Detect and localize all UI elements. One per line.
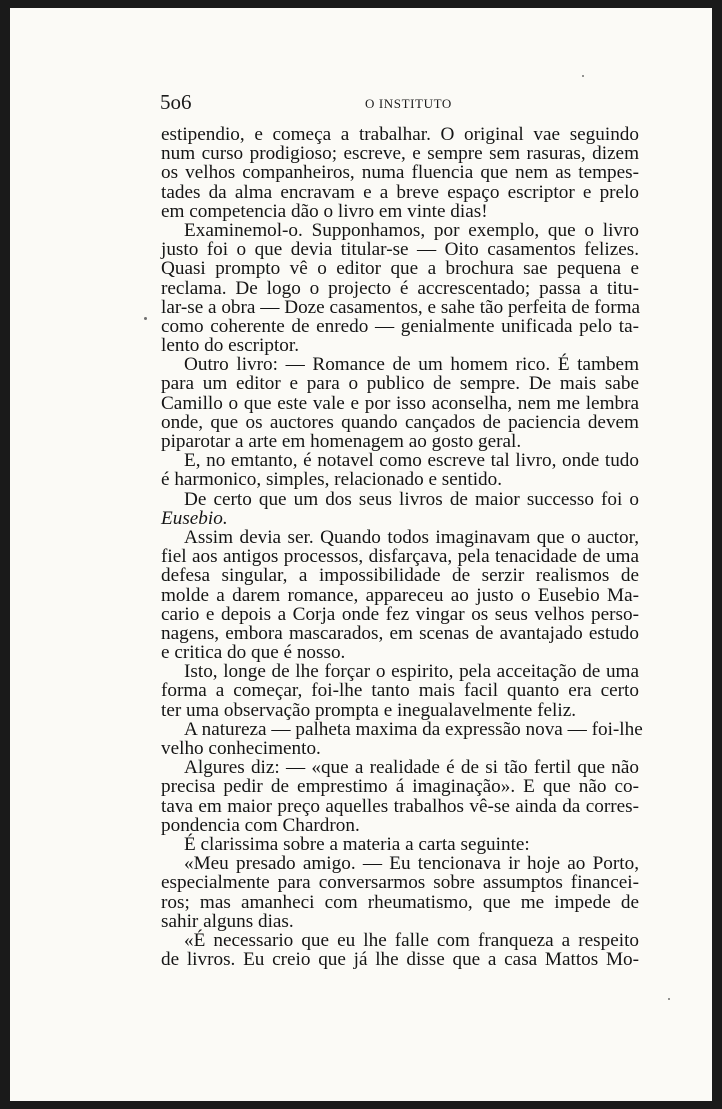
book-page — [10, 8, 712, 1101]
text-line: «É necessario que eu lhe falle com franqueza a respeito — [184, 929, 639, 951]
text-line: cario e depois a Corja onde fez vingar os seus velhos perso- — [161, 603, 639, 625]
text-line: é harmonico, simples, relacionado e sentido. — [161, 469, 503, 491]
text-line: A natureza — palheta maxima da expressão nova — foi-lhe — [184, 718, 643, 740]
text-line: Outro livro: — Romance de um homem rico. É tambem — [184, 354, 639, 376]
text-line: precisa pedir de emprestimo á imaginação». E que não co- — [161, 776, 639, 798]
page-header — [160, 88, 640, 116]
text-line: Algures diz: — «que a realidade é de si tão fertil que não — [184, 757, 639, 779]
text-line: ter uma observação prompta e inegualavelmente feliz. — [161, 699, 577, 721]
text-line: reclama. De logo o projecto é accrescentado; passa a titu- — [161, 277, 639, 299]
text-line: para um editor e para o publico de sempre. De mais sabe — [161, 373, 639, 395]
text-line: Eusebio. — [161, 507, 228, 529]
text-line: velho conhecimento. — [161, 738, 321, 759]
text-line: ros; mas amanheci com rheumatismo, que me impede de — [161, 891, 639, 913]
text-line: «Meu presado amigo. — Eu tencionava ir hoje ao Porto, — [184, 853, 639, 875]
text-line: tades da alma encravam e a breve espaço escriptor e prelo — [161, 181, 639, 203]
print-speck — [144, 317, 147, 320]
text-line: Examinemol-o. Supponhamos, por exemplo, que o livro — [184, 219, 639, 241]
running-head: O INSTITUTO — [365, 96, 452, 111]
page-number: 5o6 — [160, 90, 192, 114]
text-line: como coherente de enredo — genialmente unificada pelo ta- — [161, 315, 639, 337]
text-line: e critica do que é nosso. — [161, 642, 346, 664]
text-line: forma a começar, foi-lhe tanto mais facil quanto era certo — [161, 680, 639, 702]
text-line: nagens, embora mascarados, em scenas de avantajado estudo — [161, 622, 639, 644]
text-line: sahir alguns dias. — [161, 910, 294, 932]
text-line: especialmente para conversarmos sobre assumptos financei- — [161, 872, 639, 894]
text-line: fiel aos antigos processos, disfarçava, pela tenacidade de uma — [161, 546, 639, 568]
print-speck — [668, 998, 670, 1000]
text-line: defesa singular, a impossibilidade de serzir realismos de — [161, 565, 639, 587]
text-line: É clarissima sobre a materia a carta seguinte: — [184, 833, 530, 855]
body-text — [161, 124, 643, 971]
text-line: num curso prodigioso; escreve, e sempre sem rasuras, dizem — [161, 143, 639, 165]
text-line: tava em maior preço aquelles trabalhos vê-se ainda da corres- — [161, 795, 639, 817]
text-line: os velhos companheiros, numa fluencia que nem as tempes- — [161, 162, 639, 184]
text-line: justo foi o que devia titular-se — Oito casamentos felizes. — [161, 239, 639, 261]
text-line: Camillo o que este vale e por isso aconselha, nem me lembra — [161, 392, 639, 414]
text-line: em competencia dão o livro em vinte dias! — [161, 200, 488, 222]
text-line: Quasi prompto vê o editor que a brochura sae pequena e — [161, 258, 639, 280]
text-line: lento do escriptor. — [161, 335, 300, 357]
text-line: de livros. Eu creio que já lhe disse que a casa Mattos Mo- — [161, 949, 639, 971]
text-line: piparotar a arte em homenagem ao gosto geral. — [161, 431, 522, 452]
text-line: Isto, longe de lhe forçar o espirito, pela acceitação de uma — [184, 661, 639, 683]
text-line: onde, que os auctores quando cançados de paciencia devem — [161, 411, 639, 433]
text-line: E, no emtanto, é notavel como escreve tal livro, onde tudo — [184, 450, 639, 472]
text-line: estipendio, e começa a trabalhar. O original vae seguindo — [161, 124, 639, 145]
text-line: molde a darem romance, appareceu ao justo o Eusebio Ma- — [161, 584, 639, 606]
print-speck — [582, 75, 584, 77]
text-line: pondencia com Chardron. — [161, 814, 360, 836]
text-line: lar-se a obra — Doze casamentos, e sahe tão perfeita de forma — [161, 296, 641, 318]
text-line: Assim devia ser. Quando todos imaginavam que o auctor, — [184, 526, 639, 548]
text-line: De certo que um dos seus livros de maior successo foi o — [184, 488, 639, 510]
